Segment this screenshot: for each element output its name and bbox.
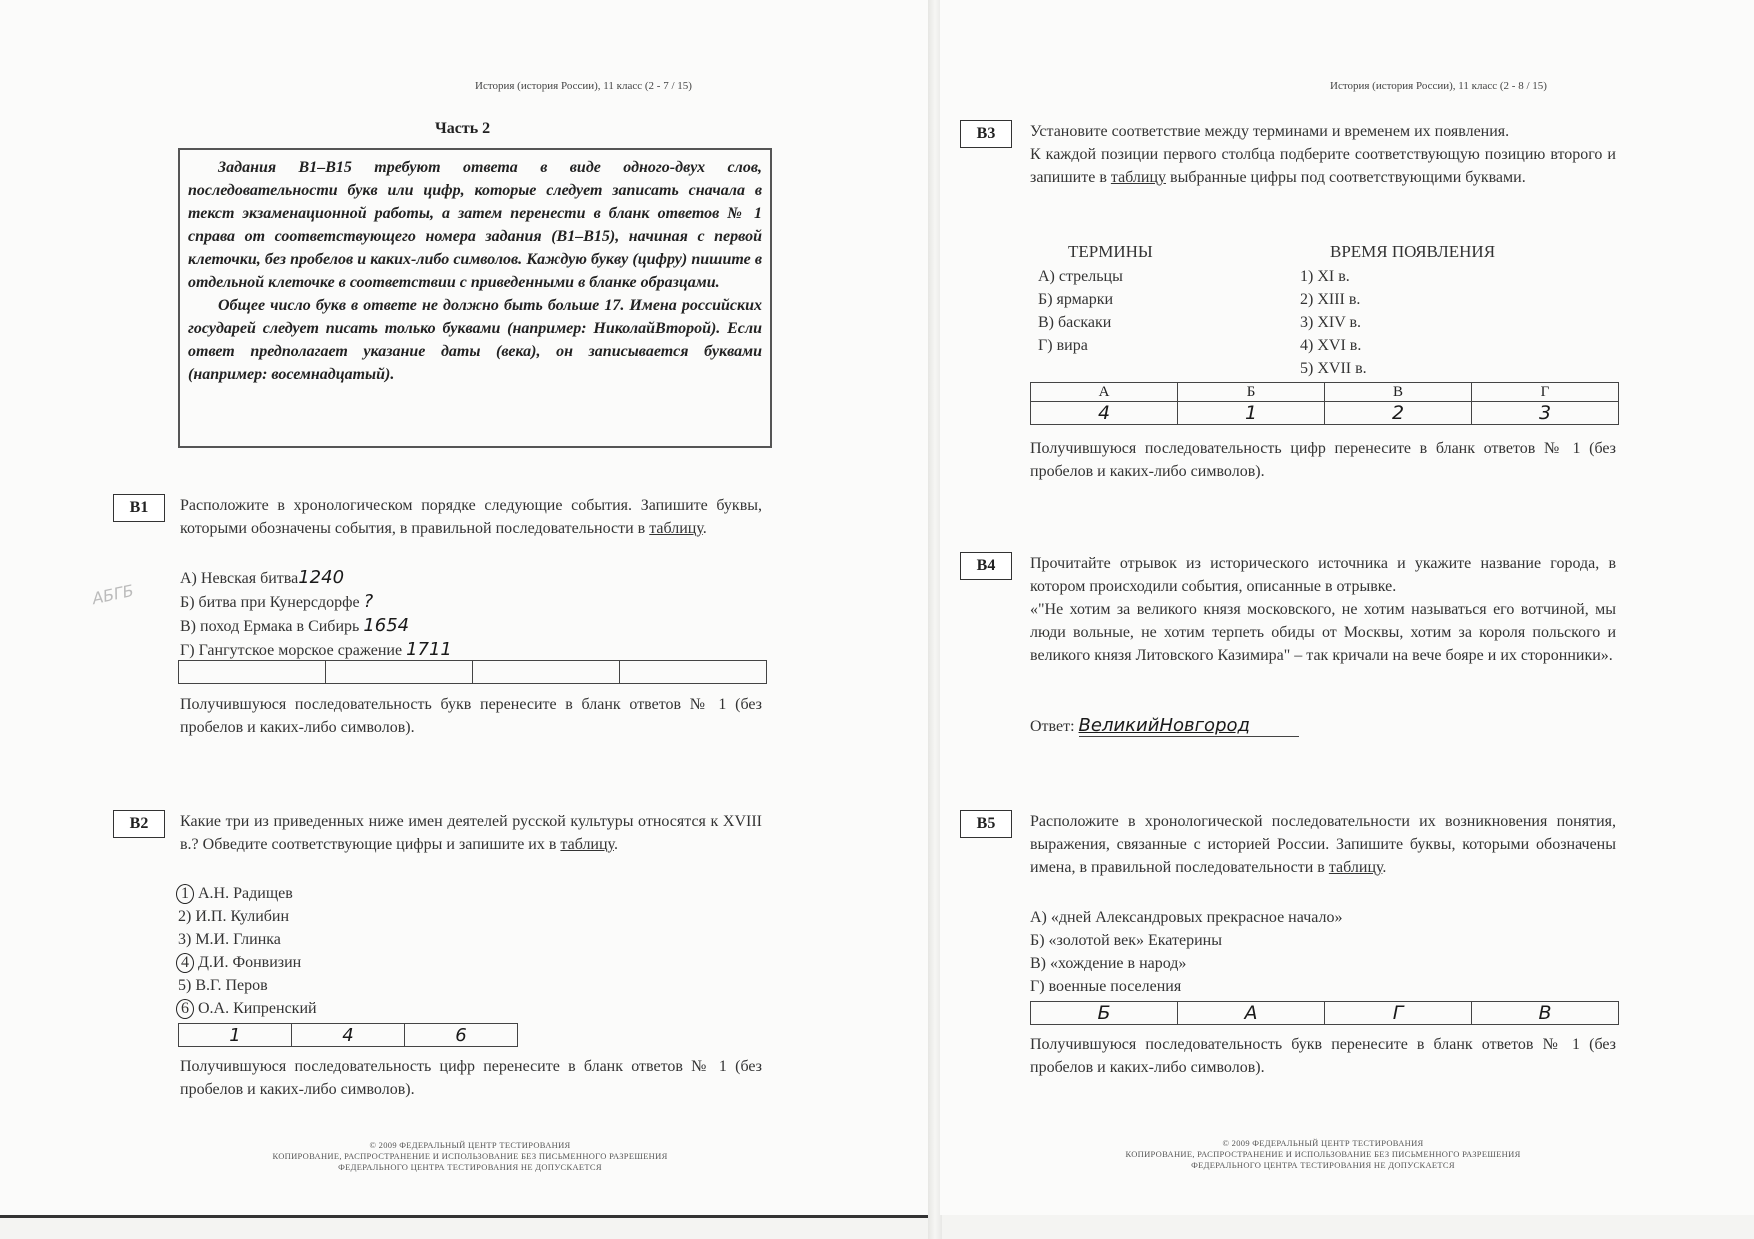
answer-cell[interactable]: 6 — [405, 1024, 518, 1047]
option-item — [178, 974, 317, 997]
footer-line: ФЕДЕРАЛЬНОГО ЦЕНТРА ТЕСТИРОВАНИЯ НЕ ДОПУСКАЕТСЯ — [1191, 1160, 1455, 1170]
question-text-end: выбранные цифры под соответствующими буквами. — [1166, 169, 1526, 186]
circled-number: 6 — [176, 999, 194, 1019]
option-text: О.А. Кипренский — [198, 1000, 317, 1017]
answer-table-b2 — [178, 1023, 518, 1047]
option-item — [178, 997, 317, 1020]
time-item: 4) XVI в. — [1300, 337, 1362, 354]
handwritten-date: 1711 — [406, 639, 452, 660]
answer-table-b5 — [1030, 1001, 1619, 1025]
option-number: 3) — [178, 931, 192, 948]
question-text-end: . — [702, 520, 707, 537]
answer-cell[interactable]: 4 — [292, 1024, 405, 1047]
right-page — [940, 0, 1754, 1215]
option-text: В.Г. Перов — [195, 977, 268, 994]
option-item — [178, 905, 317, 928]
option-item: А) «дней Александровых прекрасное начало» — [1030, 909, 1343, 926]
question-label-b4: В4 — [960, 552, 1012, 580]
column-header: ВРЕМЯ ПОЯВЛЕНИЯ — [1330, 242, 1496, 261]
time-item: 3) XIV в. — [1300, 314, 1362, 331]
copyright-footer — [1030, 1138, 1616, 1171]
question-text-b5 — [1030, 810, 1616, 879]
option-item — [180, 614, 452, 638]
time-item: 5) XVII в. — [1300, 360, 1367, 377]
question-text-b3 — [1030, 120, 1616, 189]
table-header-cell: А — [1031, 383, 1178, 402]
footer-line: КОПИРОВАНИЕ, РАСПРОСТРАНЕНИЕ И ИСПОЛЬЗОВАНИЕ БЕЗ ПИСЬМЕННОГО РАЗРЕШЕНИЯ — [1125, 1149, 1521, 1159]
question-text-b1 — [180, 494, 762, 540]
footer-line: © 2009 ФЕДЕРАЛЬНЫЙ ЦЕНТР ТЕСТИРОВАНИЯ — [1222, 1138, 1424, 1148]
option-item — [180, 566, 452, 590]
question-label-b1: В1 — [113, 494, 165, 522]
footer-line: КОПИРОВАНИЕ, РАСПРОСТРАНЕНИЕ И ИСПОЛЬЗОВАНИЕ БЕЗ ПИСЬМЕННОГО РАЗРЕШЕНИЯ — [272, 1151, 668, 1161]
table-link: таблицу — [1328, 859, 1383, 876]
page-header: История (история России), 11 класс (2 - 8 / 15) — [1330, 80, 1547, 92]
answer-cell[interactable]: Г — [1325, 1002, 1472, 1025]
question-text-b2 — [180, 810, 762, 856]
option-text: Д.И. Фонвизин — [198, 954, 302, 971]
instructions-paragraph: Задания В1–В15 требуют ответа в виде одного-двух слов, последовательности букв или цифр, которые следует записать сначала в текст экзаменационной работы, а затем перенести в бланк ответов № 1 справа от соответствующего номера задания (В1–В15), начиная с первой клеточки, без пробелов и каких-либо символов. Каждую букву (цифру) пишите в отдельной клеточке в соответствии с приведенными в бланке образцами. — [188, 159, 762, 291]
option-item — [178, 928, 317, 951]
transfer-note: Получившуюся последовательность букв перенесите в бланк ответов № 1 (без пробелов и каких-либо символов). — [180, 696, 762, 736]
transfer-note: Получившуюся последовательность цифр перенесите в бланк ответов № 1 (без пробелов и каких-либо символов). — [180, 1058, 762, 1098]
answer-label: Ответ: — [1030, 718, 1075, 735]
question-text-end: . — [1382, 859, 1387, 876]
answer-cell[interactable]: В — [1472, 1002, 1619, 1025]
option-text: В) поход Ермака в Сибирь — [180, 618, 360, 635]
option-text: А.Н. Радищев — [198, 885, 293, 902]
answer-cell[interactable] — [473, 661, 620, 684]
question-text: Какие три из приведенных ниже имен деятелей русской культуры относятся к XVIII в.? Обведите соответствующие цифры и запишите их в — [180, 813, 762, 853]
option-text: М.И. Глинка — [195, 931, 281, 948]
answer-cell[interactable] — [326, 661, 473, 684]
table-link: таблицу — [1110, 169, 1167, 186]
question-intro: Установите соответствие между терминами и временем их появления. — [1030, 123, 1510, 140]
question-label-b3: В3 — [960, 120, 1012, 148]
footer-line: ФЕДЕРАЛЬНОГО ЦЕНТРА ТЕСТИРОВАНИЯ НЕ ДОПУСКАЕТСЯ — [338, 1162, 602, 1172]
option-item — [180, 638, 452, 662]
answer-line — [1030, 715, 1299, 737]
answer-cell[interactable]: 2 — [1325, 402, 1472, 425]
option-text: Г) Гангутское морское сражение — [180, 642, 403, 659]
copyright-footer — [200, 1140, 740, 1173]
times-column — [1300, 240, 1600, 380]
circled-number: 1 — [176, 884, 194, 904]
option-item: В) «хождение в народ» — [1030, 955, 1187, 972]
answer-cell[interactable] — [620, 661, 767, 684]
b5-options — [1030, 906, 1342, 998]
handwritten-date: 1240 — [298, 567, 345, 588]
option-text: А) Невская битва — [180, 570, 299, 587]
answer-table-b1 — [178, 660, 767, 684]
table-header-cell: Г — [1472, 383, 1619, 402]
option-item — [178, 951, 317, 974]
instructions-paragraph: Общее число букв в ответе не должно быть больше 17. Имена российских государей следует писать только буквами (например: НиколайВторой). Если ответ предполагает указание даты (века), он записывается буквами (например: восемнадцатый). — [188, 297, 762, 383]
question-text: Расположите в хронологической последовательности их возникновения понятия, выражения, связанные с историей России. Запишите буквы, которыми обозначены имена, в правильной последовательности в — [1030, 813, 1616, 876]
time-item: 1) XI в. — [1300, 268, 1350, 285]
instructions-box — [178, 148, 772, 448]
answer-cell[interactable]: А — [1178, 1002, 1325, 1025]
answer-cell[interactable] — [179, 661, 326, 684]
answer-cell[interactable]: 4 — [1031, 402, 1178, 425]
option-item — [180, 590, 452, 614]
question-text-end: . — [613, 836, 618, 853]
part-title: Часть 2 — [435, 120, 491, 137]
b2-options — [178, 882, 317, 1020]
term-item: Б) ярмарки — [1038, 291, 1114, 308]
option-item — [178, 882, 317, 905]
transfer-note: Получившуюся последовательность букв перенесите в бланк ответов № 1 (без пробелов и каких-либо символов). — [1030, 1036, 1616, 1076]
table-header-cell: В — [1325, 383, 1472, 402]
question-label-b5: В5 — [960, 810, 1012, 838]
handwritten-date: 1654 — [363, 615, 410, 636]
option-item: Г) военные поселения — [1030, 978, 1182, 995]
page-header: История (история России), 11 класс (2 - 7 / 15) — [475, 80, 692, 92]
question-text-b4 — [1030, 552, 1616, 667]
b1-options — [180, 566, 452, 662]
table-header-cell: Б — [1178, 383, 1325, 402]
terms-column — [1038, 240, 1278, 357]
answer-cell[interactable]: 3 — [1472, 402, 1619, 425]
table-link: таблицу — [560, 836, 614, 853]
margin-scribble: АБГБ — [90, 580, 136, 609]
option-item: Б) «золотой век» Екатерины — [1030, 932, 1222, 949]
circled-number: 4 — [176, 953, 194, 973]
question-intro: Прочитайте отрывок из исторического источника и укажите название города, в котором происходили события, описанные в отрывке. — [1030, 555, 1616, 595]
handwritten-date: ? — [363, 591, 374, 612]
footer-line: © 2009 ФЕДЕРАЛЬНЫЙ ЦЕНТР ТЕСТИРОВАНИЯ — [369, 1140, 571, 1150]
term-item: В) баскаки — [1038, 314, 1112, 331]
column-header: ТЕРМИНЫ — [1068, 242, 1153, 261]
term-item: А) стрельцы — [1038, 268, 1123, 285]
option-number: 2) — [178, 908, 192, 925]
answer-cell[interactable]: 1 — [1178, 402, 1325, 425]
question-text: Расположите в хронологическом порядке следующие события. Запишите буквы, которыми обозначены события, в правильной последовательности в — [180, 497, 762, 537]
answer-field[interactable]: ВеликийНовгород — [1079, 715, 1299, 737]
table-link: таблицу — [649, 520, 703, 537]
question-text: К каждой позиции первого столбца подберите соответствующую позицию второго и запишите в — [1030, 146, 1616, 186]
option-text: Б) битва при Кунерсдорфе — [180, 594, 360, 611]
option-number: 5) — [178, 977, 192, 994]
time-item: 2) XIII в. — [1300, 291, 1361, 308]
answer-cell[interactable]: 1 — [179, 1024, 292, 1047]
term-item: Г) вира — [1038, 337, 1088, 354]
transfer-note: Получившуюся последовательность цифр перенесите в бланк ответов № 1 (без пробелов и каких-либо символов). — [1030, 440, 1616, 480]
question-label-b2: В2 — [113, 810, 165, 838]
option-text: И.П. Кулибин — [195, 908, 290, 925]
source-quote: «"Не хотим за великого князя московского, не хотим называться его вотчиной, мы люди вольные, не хотим терпеть обиды от Москвы, хотим за короля польского и великого князя Литовского Казимира" – так кричали на вече бояре и их сторонники». — [1030, 601, 1616, 664]
answer-table-b3 — [1030, 382, 1619, 425]
answer-cell[interactable]: Б — [1031, 1002, 1178, 1025]
